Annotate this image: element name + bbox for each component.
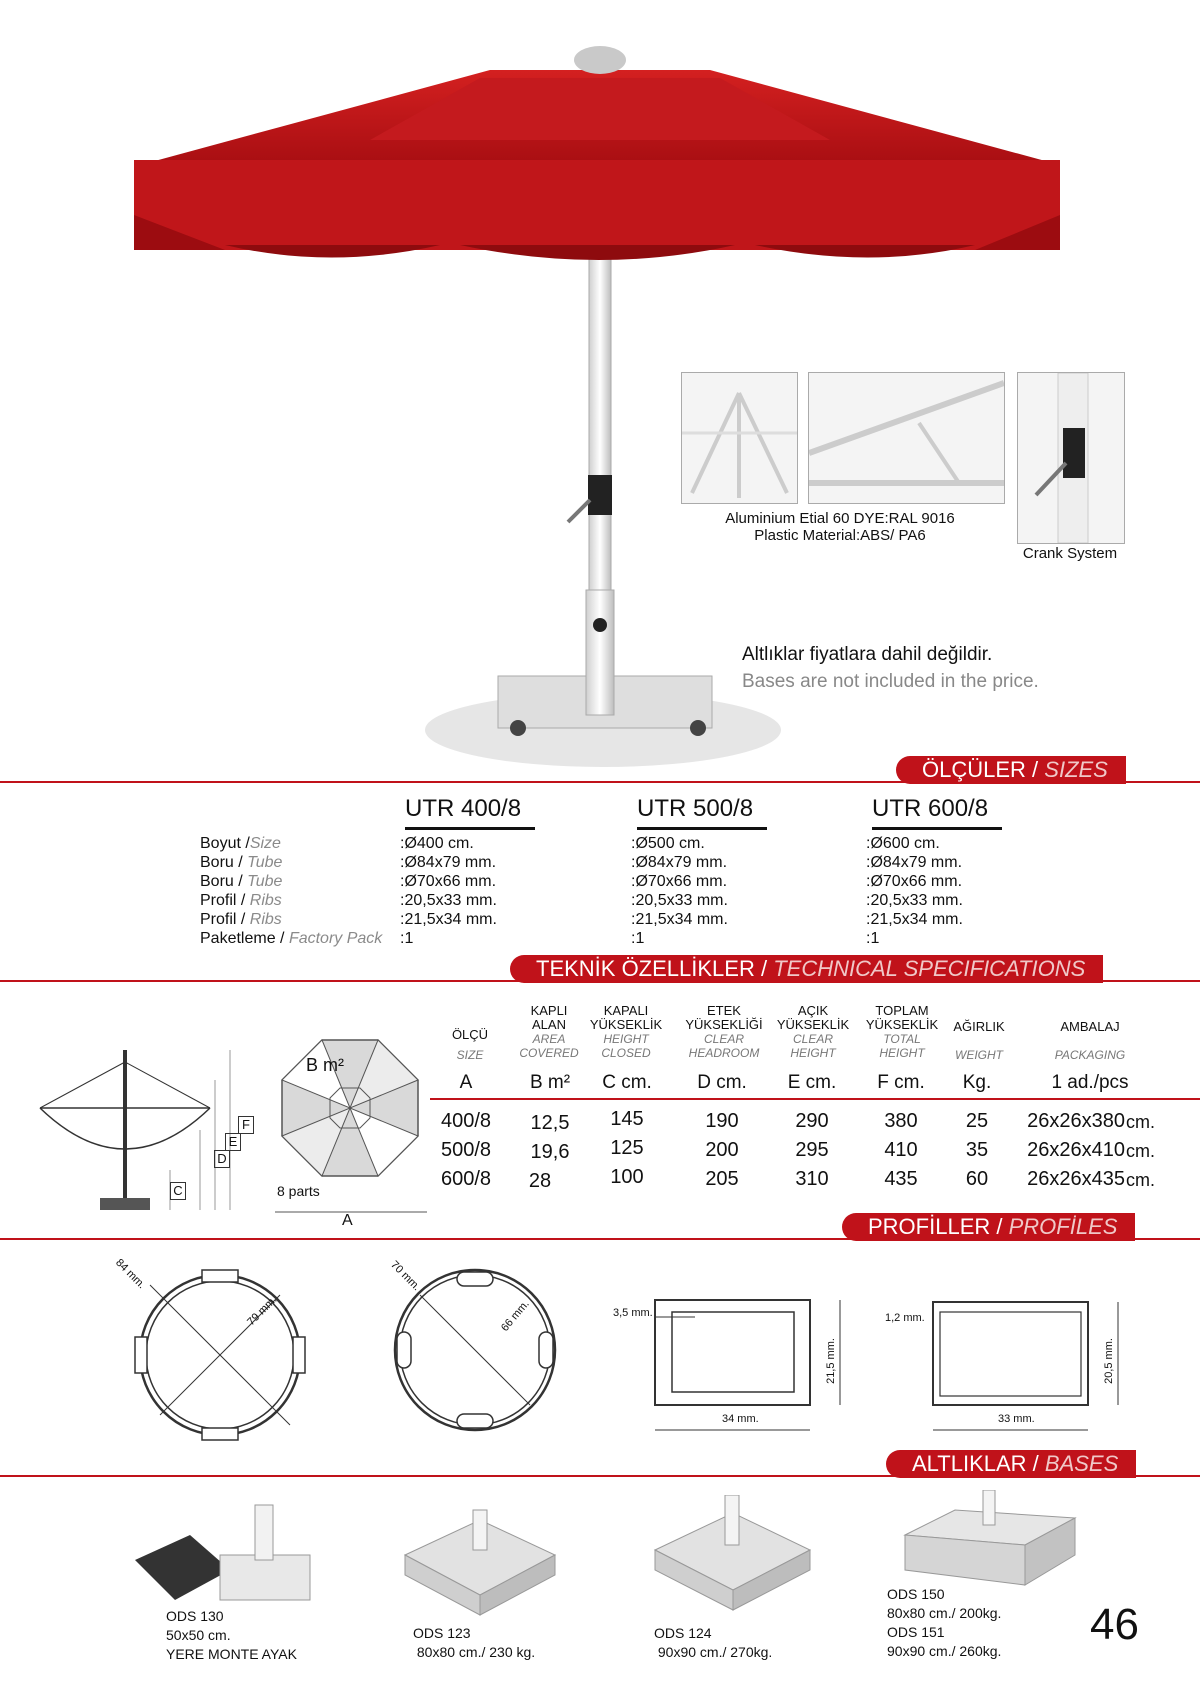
th-weight: AĞIRLIK WEIGHT [953, 1019, 1005, 1062]
base-ods-124-image [645, 1495, 820, 1620]
rib-33-height-label: 20,5 mm. [1102, 1338, 1115, 1384]
base-ods-150-image [895, 1490, 1090, 1600]
frame-detail-photo-1 [681, 372, 798, 504]
rib-33-wall-label: 1,2 mm. [885, 1312, 925, 1324]
diagram-parts-label: 8 parts [277, 1183, 320, 1199]
spec-label-ribs-1: Profil / Ribs [200, 892, 282, 909]
unit-packaging: 1 ad./pcs [1051, 1072, 1129, 1093]
spec-label-tube-2: Boru / Tube [200, 873, 283, 890]
tube-70-inner-label: 66 mm. [498, 1298, 532, 1334]
unit-height-closed: C cm. [602, 1072, 652, 1093]
model-title-600: UTR 600/8 [872, 795, 1002, 830]
material-caption: Aluminium Etial 60 DYE:RAL 9016 Plastic Material:ABS/ PA6 [725, 510, 955, 544]
th-clear-height: AÇIK YÜKSEKLİK CLEAR HEIGHT [776, 1003, 850, 1060]
rib-34-width-label: 34 mm. [722, 1413, 759, 1425]
dim-label-e: E [225, 1133, 241, 1151]
th-clear-headroom: ETEK YÜKSEKLİĞİ CLEAR HEADROOM [685, 1003, 763, 1060]
base-ods-124-caption: ODS 124 90x90 cm./ 270kg. [654, 1625, 773, 1660]
tech-section-label: TEKNİK ÖZELLİKLER / TECHNICAL SPECIFICATIONS [510, 955, 1103, 983]
dim-label-d: D [214, 1150, 230, 1168]
diagram-area-label: B m² [306, 1055, 344, 1075]
tech-table-rule [430, 1098, 1200, 1100]
unit-size: A [459, 1072, 473, 1093]
bases-section-label: ALTLIKLAR / BASES [886, 1450, 1136, 1478]
unit-total-height: F cm. [877, 1072, 925, 1093]
spec-values-400: :Ø400 cm. :Ø84x79 mm. :Ø70x66 mm. :20,5x33 mm. :21,5x34 mm. :1 [400, 835, 497, 947]
profiles-section-label: PROFİLLER / PROFİLES [842, 1213, 1135, 1241]
bases-note-tr: Altlıklar fiyatlara dahil değildir. [742, 644, 993, 665]
base-ods-130-image [130, 1500, 330, 1610]
dim-label-f: F [238, 1116, 254, 1134]
base-ods-123-image [395, 1505, 565, 1625]
tube-84-outer-label: 84 mm. [113, 1256, 148, 1292]
th-packaging: AMBALAJ PACKAGING [1054, 1019, 1126, 1062]
base-ods-123-caption: ODS 123 80x80 cm./ 230 kg. [413, 1625, 536, 1660]
page-number: 46 [1090, 1600, 1139, 1649]
spec-label-size: Boyut /Size [200, 835, 281, 852]
diagram-a-label: A [342, 1212, 353, 1229]
spec-label-tube-1: Boru / Tube [200, 854, 283, 871]
unit-weight: Kg. [962, 1072, 992, 1093]
model-title-400: UTR 400/8 [405, 795, 535, 830]
bases-note-en: Bases are not included in the price. [742, 671, 1039, 692]
unit-clear-height: E cm. [787, 1072, 837, 1093]
unit-area: B m² [529, 1072, 571, 1093]
spec-values-500: :Ø500 cm. :Ø84x79 mm. :Ø70x66 mm. :20,5x33 mm. :21,5x34 mm. :1 [631, 835, 728, 947]
sizes-section-label: ÖLÇÜLER / SIZES [896, 756, 1126, 784]
model-title-500: UTR 500/8 [637, 795, 767, 830]
th-height-closed: KAPALI YÜKSEKLİK HEIGHT CLOSED [589, 1003, 663, 1060]
tube-84-inner-label: 79 mm. [245, 1293, 280, 1329]
spec-label-ribs-2: Profil / Ribs [200, 911, 282, 928]
tube-70-outer-label: 70 mm. [388, 1258, 423, 1294]
base-ods-130-caption: ODS 130 50x50 cm. YERE MONTE AYAK [166, 1608, 297, 1662]
base-ods-150-151-caption: ODS 150 80x80 cm./ 200kg. ODS 151 90x90 cm./ 260kg. [887, 1586, 1002, 1659]
crank-caption: Crank System [1022, 545, 1118, 562]
spec-values-600: :Ø600 cm. :Ø84x79 mm. :Ø70x66 mm. :20,5x33 mm. :21,5x34 mm. :1 [866, 835, 963, 947]
th-area: KAPLI ALAN AREA COVERED [519, 1003, 579, 1060]
rib-34-height-label: 21,5 mm. [824, 1338, 837, 1384]
th-total-height: TOPLAM YÜKSEKLİK TOTAL HEIGHT [865, 1003, 939, 1060]
th-size: ÖLÇÜ SIZE [451, 1027, 489, 1062]
unit-clear-headroom: D cm. [697, 1072, 747, 1093]
rib-33-width-label: 33 mm. [998, 1413, 1035, 1425]
frame-detail-photo-2 [808, 372, 1005, 504]
dim-label-c: C [170, 1182, 186, 1200]
crank-detail-photo [1017, 372, 1125, 544]
rib-34-wall-label: 3,5 mm. [613, 1307, 653, 1319]
spec-label-pack: Paketleme / Factory Pack [200, 930, 383, 947]
